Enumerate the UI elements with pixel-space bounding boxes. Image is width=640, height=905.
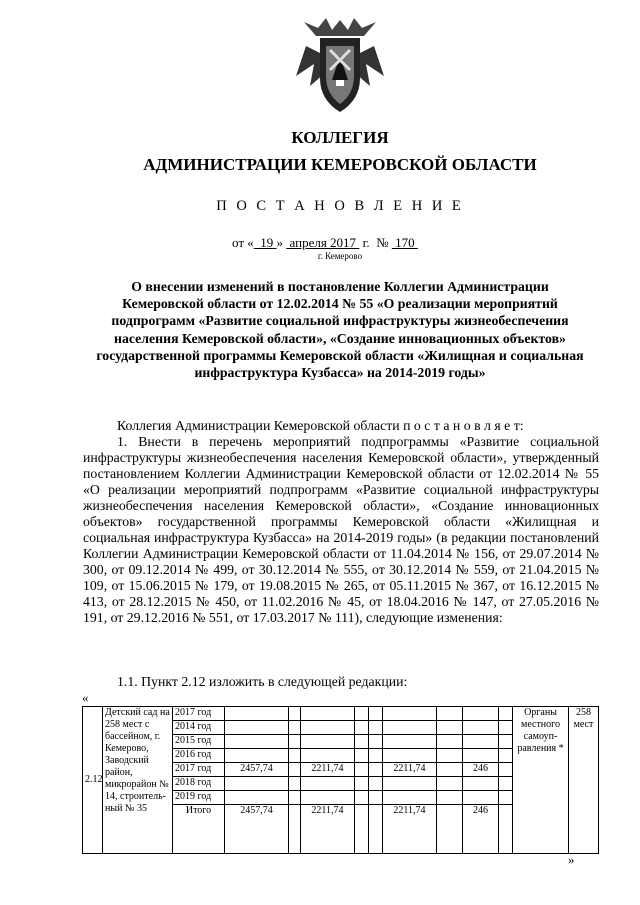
org-name-line2: АДМИНИСТРАЦИИ КЕМЕРОВСКОЙ ОБЛАСТИ <box>143 155 537 174</box>
org-name-line1: КОЛЛЕГИЯ <box>291 128 389 147</box>
paragraph-1: 1. Внести в перечень мероприятий подпрограммы «Развитие социальной инфраструктуры жизнеобеспечения населения Кемеровской области», утвержденный постановлением Коллегии Администрации Кемеровской области от 12.02.2014 № 55 «О реализации мероприятий подпрограмм «Развитие социальной инфраструктуры жизнеобеспечения населения Кемеровской области», «Создание инновационных объектов» государственной программы Кемеровской области «Жилищная и социальная инфраструктура Кузбасса» на 2014-2019 годы» (в редакции постановлений Коллегии Администрации Кемеровской области от 11.04.2014 № 156, от 29.07.2014 № 300, от 09.12.2014 № 499, от 30.12.2014 № 555, от 30.12.2014 № 559, от 21.04.2015 № 109, от 15.06.2015 № 179, от 19.08.2015 № 265, от 05.11.2015 № 367, от 16.12.2015 № 413, от 28.12.2015 № 450, от 11.02.2016 № 45, от 18.04.2016 № 147, от 27.05.2016 № 191, от 29.12.2016 № 551, от 17.03.2017 № 111), следующие изменения: <box>83 434 599 625</box>
date-prefix: от « <box>232 235 254 250</box>
year-cell: 2018 год <box>173 777 225 791</box>
value-cell: 2211,74 <box>383 763 437 777</box>
measures-table <box>82 706 599 854</box>
executor: Органы местного самоуп-равления * <box>513 707 569 854</box>
paragraph-1-1: 1.1. Пункт 2.12 изложить в следующей редакции: <box>117 674 408 689</box>
value-cell: 2211,74 <box>301 763 355 777</box>
item-number: 2.12 <box>83 707 103 854</box>
doc-type: П О С Т А Н О В Л Е Н И Е <box>216 198 464 214</box>
year-cell: 2016 год <box>173 749 225 763</box>
total-cell: 2457,74 <box>225 805 289 854</box>
open-quote: « <box>82 690 89 705</box>
preamble: Коллегия Администрации Кемеровской области п о с т а н о в л я е т: <box>117 418 524 433</box>
number-prefix: № <box>376 235 389 250</box>
total-cell: 246 <box>463 805 499 854</box>
year-cell: 2017 год <box>173 763 225 777</box>
total-label: Итого <box>173 805 225 854</box>
doc-day: 19 <box>260 235 274 250</box>
doc-month-year: апреля 2017 <box>289 235 357 250</box>
doc-title: О внесении изменений в постановление Коллегии Администрации Кемеровской области от 12.02.2014 № 55 «О реализации мероприятий подпрограмм «Развитие социальной инфраструктуры жизнеобеспечения населения Кемеровской области», «Создание инновационных объектов» государственной программы Кемеровской области «Жилищная и социальная инфраструктура Кузбасса» на 2014-2019 годы» <box>96 279 584 381</box>
object-name: Детский сад на 258 мест с бассейном, г. Кемерово, Заводский район, микрорайон № 14, строитель-ный № 35 <box>103 707 173 854</box>
table-row <box>83 707 599 721</box>
doc-number: 170 <box>395 235 415 250</box>
date-number-line <box>232 235 418 251</box>
value-cell: 246 <box>463 763 499 777</box>
year-cell: 2019 год <box>173 791 225 805</box>
close-quote: » <box>568 852 575 867</box>
year-cell: 2017 год <box>173 707 225 721</box>
capacity: 258 мест <box>569 707 599 854</box>
date-sep: » <box>276 235 284 250</box>
doc-city: г. Кемерово <box>317 251 363 261</box>
year-cell: 2014 год <box>173 721 225 735</box>
year-cell: 2015 год <box>173 735 225 749</box>
year-suffix: г. <box>362 235 370 250</box>
total-cell: 2211,74 <box>383 805 437 854</box>
coat-of-arms-emblem <box>296 16 384 116</box>
total-cell: 2211,74 <box>301 805 355 854</box>
value-cell: 2457,74 <box>225 763 289 777</box>
